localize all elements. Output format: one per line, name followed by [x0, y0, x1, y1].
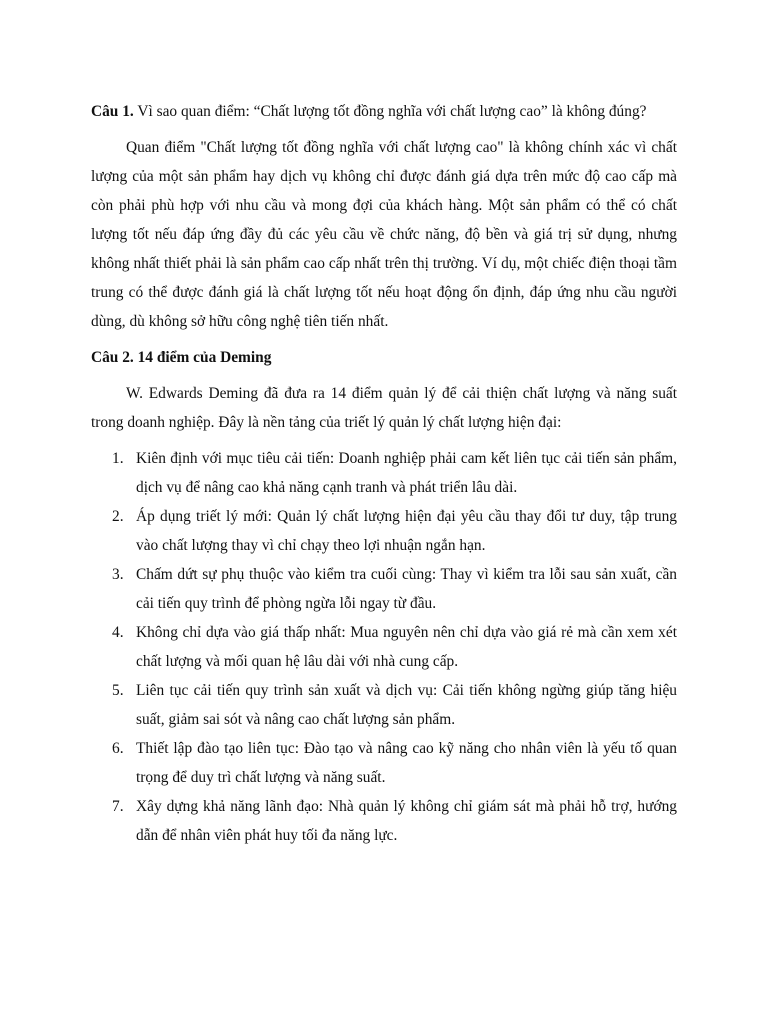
list-item-text: Chấm dứt sự phụ thuộc vào kiểm tra cuối cùng: Thay vì kiểm tra lỗi sau sản xuất, cần cải tiến quy trình để phòng ngừa lỗi ngay từ đầu. [136, 566, 677, 612]
list-item-number: 5. [112, 682, 124, 699]
list-item [91, 502, 677, 560]
list-item-number: 1. [112, 450, 124, 467]
list-item-number: 2. [112, 508, 124, 525]
list-item [91, 676, 677, 734]
list-item-text: Áp dụng triết lý mới: Quản lý chất lượng hiện đại yêu cầu thay đổi tư duy, tập trung vào chất lượng thay vì chỉ chạy theo lợi nhuận ngắn hạn. [136, 508, 677, 554]
list-item [91, 560, 677, 618]
deming-points-list [91, 444, 677, 850]
list-item-text: Liên tục cải tiến quy trình sản xuất và dịch vụ: Cải tiến không ngừng giúp tăng hiệu suất, giảm sai sót và nâng cao chất lượng sản phẩm. [136, 682, 677, 728]
list-item-text: Thiết lập đào tạo liên tục: Đào tạo và nâng cao kỹ năng cho nhân viên là yếu tố quan trọng để duy trì chất lượng và năng suất. [136, 740, 677, 786]
list-item-number: 6. [112, 740, 124, 757]
list-item [91, 618, 677, 676]
list-item [91, 792, 677, 850]
question-2-heading: Câu 2. 14 điểm của Deming [91, 349, 272, 366]
answer-1-paragraph: Quan điểm "Chất lượng tốt đồng nghĩa với chất lượng cao" là không chính xác vì chất lượng của một sản phẩm hay dịch vụ không chỉ được đánh giá dựa trên mức độ cao cấp mà còn phải phù hợp với nhu cầu và mong đợi của khách hàng. Một sản phẩm có thể có chất lượng tốt nếu đáp ứng đầy đủ các yêu cầu về chức năng, độ bền và giá trị sử dụng, nhưng không nhất thiết phải là sản phẩm cao cấp nhất trên thị trường. Ví dụ, một chiếc điện thoại tầm trung có thể được đánh giá là chất lượng tốt nếu hoạt động ổn định, đáp ứng nhu cầu người dùng, dù không sở hữu công nghệ tiên tiến nhất. [91, 139, 677, 330]
question-2-intro: W. Edwards Deming đã đưa ra 14 điểm quản lý để cải thiện chất lượng và năng suất trong doanh nghiệp. Đây là nền tảng của triết lý quản lý chất lượng hiện đại: [91, 385, 677, 431]
list-item-text: Kiên định với mục tiêu cải tiến: Doanh nghiệp phải cam kết liên tục cải tiến sản phẩm, dịch vụ để nâng cao khả năng cạnh tranh và phát triển lâu dài. [136, 450, 677, 496]
list-item-number: 4. [112, 624, 124, 641]
question-1-text: Vì sao quan điểm: “Chất lượng tốt đồng nghĩa với chất lượng cao” là không đúng? [137, 103, 647, 120]
list-item-number: 7. [112, 798, 124, 815]
document-page [91, 97, 677, 850]
question-1-label: Câu 1. [91, 103, 134, 120]
list-item-text: Xây dựng khả năng lãnh đạo: Nhà quản lý không chỉ giám sát mà phải hỗ trợ, hướng dẫn để nhân viên phát huy tối đa năng lực. [136, 798, 677, 844]
list-item [91, 444, 677, 502]
list-item-text: Không chỉ dựa vào giá thấp nhất: Mua nguyên nên chỉ dựa vào giá rẻ mà cần xem xét chất lượng và mối quan hệ lâu dài với nhà cung cấp. [136, 624, 677, 670]
list-item-number: 3. [112, 566, 124, 583]
list-item [91, 734, 677, 792]
question-1 [91, 97, 677, 126]
